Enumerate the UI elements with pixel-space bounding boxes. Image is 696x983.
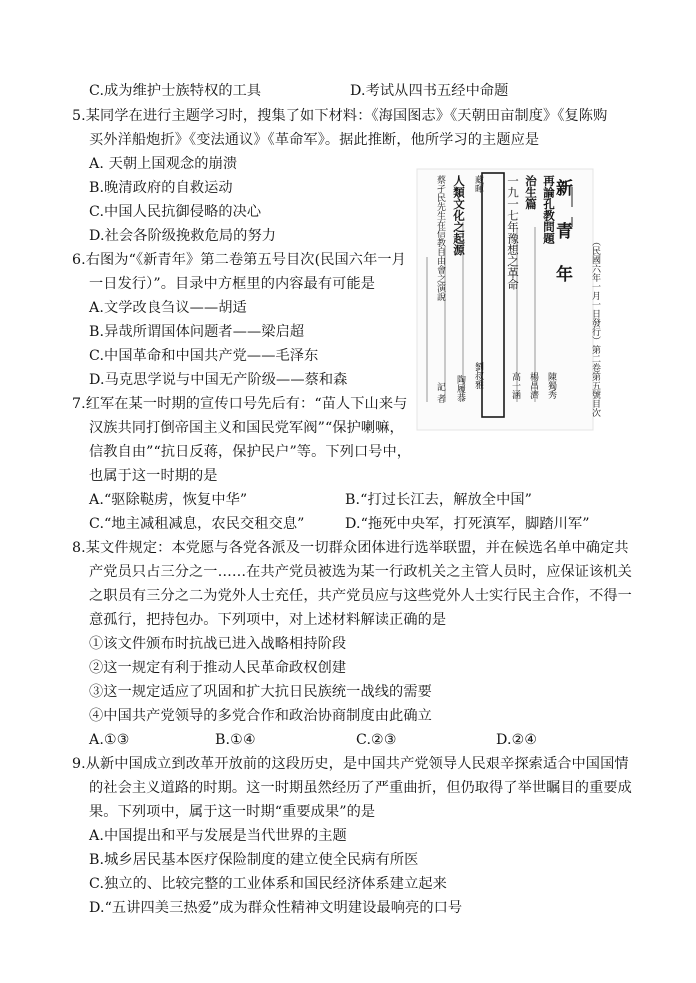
- q5-option-c: C.中国人民抗御侵略的决心: [89, 204, 262, 220]
- q5-stem-line-1: 5.某同学在进行主题学习时，搜集了如下材料：《海国图志》《天朝田亩制度》《复陈购: [72, 108, 608, 124]
- q8-statement-4: ④中国共产党领导的多党合作和政治协商制度由此确立: [89, 708, 432, 724]
- q8-option-d: D.②④: [496, 732, 538, 748]
- q5-option-a: A. 天朝上国观念的崩溃: [89, 156, 238, 172]
- q8-statement-2: ②这一规定有利于推动人民革命政权创建: [89, 660, 347, 676]
- toc-entry-4-author: 劉叔雅: [473, 362, 483, 389]
- toc-entry-2-author: 楊昌濟: [528, 372, 538, 399]
- q8-statement-1: ①该文件颁布时抗战已进入战略相持阶段: [89, 636, 347, 652]
- q8-stem-line-3: 之职员有三分之二为党外人士充任，共产党员应与这些党外人士实行民主合作，不得一: [89, 588, 632, 604]
- q7-stem-line-3: 信教自由”“抗日反蒋，保护民户”等。下列口号中，: [89, 444, 412, 460]
- q5-stem-line-2: 买外洋船炮折》《变法通议》《革命军》。据此推断，他所学习的主题应是: [89, 132, 540, 148]
- q7-stem-line-1: 7.红军在某一时期的宣传口号先后有：“苗人下山来与: [72, 396, 408, 412]
- toc-entry-5: 人類文化之起源: [452, 175, 466, 256]
- toc-entry-6: 蔡孑民先生在信教自由會之演說: [435, 175, 445, 301]
- q9-stem-line-2: 的社会主义道路的时期。这一时期虽然经历了严重曲折，但仍取得了举世瞩目的重要成: [89, 780, 632, 796]
- toc-entry-2: 治生篇: [524, 175, 538, 210]
- q5-option-d: D.社会各阶级挽救危局的努力: [89, 228, 277, 244]
- toc-subtitle: （民國六年一月一日發行）第二卷第五號目次: [590, 237, 600, 417]
- q8-option-b: B.①④: [215, 732, 256, 748]
- q9-option-a: A.中国提出和平与发展是当代世界的主题: [89, 828, 347, 844]
- q7-stem-line-4: 也属于这一时期的是: [89, 468, 218, 484]
- q6-stem-line-1: 6.右图为“《新青年》第二卷第五号目次(民国六年一月: [72, 252, 406, 268]
- toc-magazine-title: 新 青 年: [552, 179, 572, 292]
- q6-option-c: C.中国革命和中国共产党——毛泽东: [89, 348, 319, 364]
- toc-entry-1-author: 陳獨秀: [546, 372, 556, 399]
- toc-entry-5-author: 陶履恭: [455, 375, 465, 402]
- q6-option-b: B.异哉所谓国体问题者——梁启超: [89, 324, 305, 340]
- q9-option-c: C.独立的、比较完整的工业体系和国民经济体系建立起来: [89, 876, 447, 892]
- q8-option-c: C.②③: [356, 732, 397, 748]
- prev-option-c: C.成为维护士族特权的工具: [89, 83, 262, 99]
- q8-stem-line-4: 意孤行，把持包办。下列项中，对上述材料解读正确的是: [89, 612, 447, 628]
- toc-entry-6-author: 記 者: [435, 382, 445, 403]
- q6-option-d: D.马克思学说与中国无产阶级——蔡和森: [89, 372, 348, 388]
- q9-stem-line-3: 果。下列项中，属于这一时期“重要成果”的是: [89, 804, 376, 820]
- q9-option-d: D.“五讲四美三热爱”成为群众性精神文明建设最响亮的口号: [89, 900, 463, 916]
- toc-entry-4: 藏暉: [473, 175, 483, 193]
- new-youth-toc-figure: [415, 167, 600, 432]
- q7-stem-line-2: 汉族共同打倒帝国主义和国民党军阀”“保护喇嘛，: [89, 420, 404, 436]
- toc-entry-3-author: 高一涵: [510, 372, 520, 399]
- q7-option-b: B.“打过长江去，解放全中国”: [345, 492, 533, 508]
- q6-option-a: A.文学改良刍议——胡适: [89, 300, 247, 316]
- prev-option-d: D.考试从四书五经中命题: [350, 83, 509, 99]
- q9-stem-line-1: 9.从新中国成立到改革开放前的这段历史，是中国共产党领导人民艰辛探索适合中国国情: [72, 756, 629, 772]
- q6-stem-line-2: 一日发行）”。目录中方框里的内容最有可能是: [89, 276, 376, 292]
- q7-option-d: D.“拖死中央军，打死滇军，脚踏川军”: [345, 516, 590, 532]
- toc-entry-1: 再論孔教問題: [542, 175, 556, 244]
- q8-option-a: A.①③: [89, 732, 130, 748]
- q7-option-a: A.“驱除鞑虏，恢复中华”: [89, 492, 248, 508]
- q8-stem-line-1: 8.某文件规定：本党愿与各党各派及一切群众团体进行选举联盟，并在候选名单中确定共: [72, 540, 629, 556]
- q8-stem-line-2: 产党员只占三分之一……在共产党员被选为某一行政机关之主管人员时，应保证该机关: [89, 564, 632, 580]
- q7-option-c: C.“地主减租减息，农民交租交息”: [89, 516, 305, 532]
- q9-option-b: B.城乡居民基本医疗保险制度的建立使全民病有所医: [89, 852, 419, 868]
- q5-option-b: B.晚清政府的自救运动: [89, 180, 233, 196]
- toc-entry-3: 一九一七年豫想之革命: [506, 175, 520, 290]
- q8-statement-3: ③这一规定适应了巩固和扩大抗日民族统一战线的需要: [89, 684, 432, 700]
